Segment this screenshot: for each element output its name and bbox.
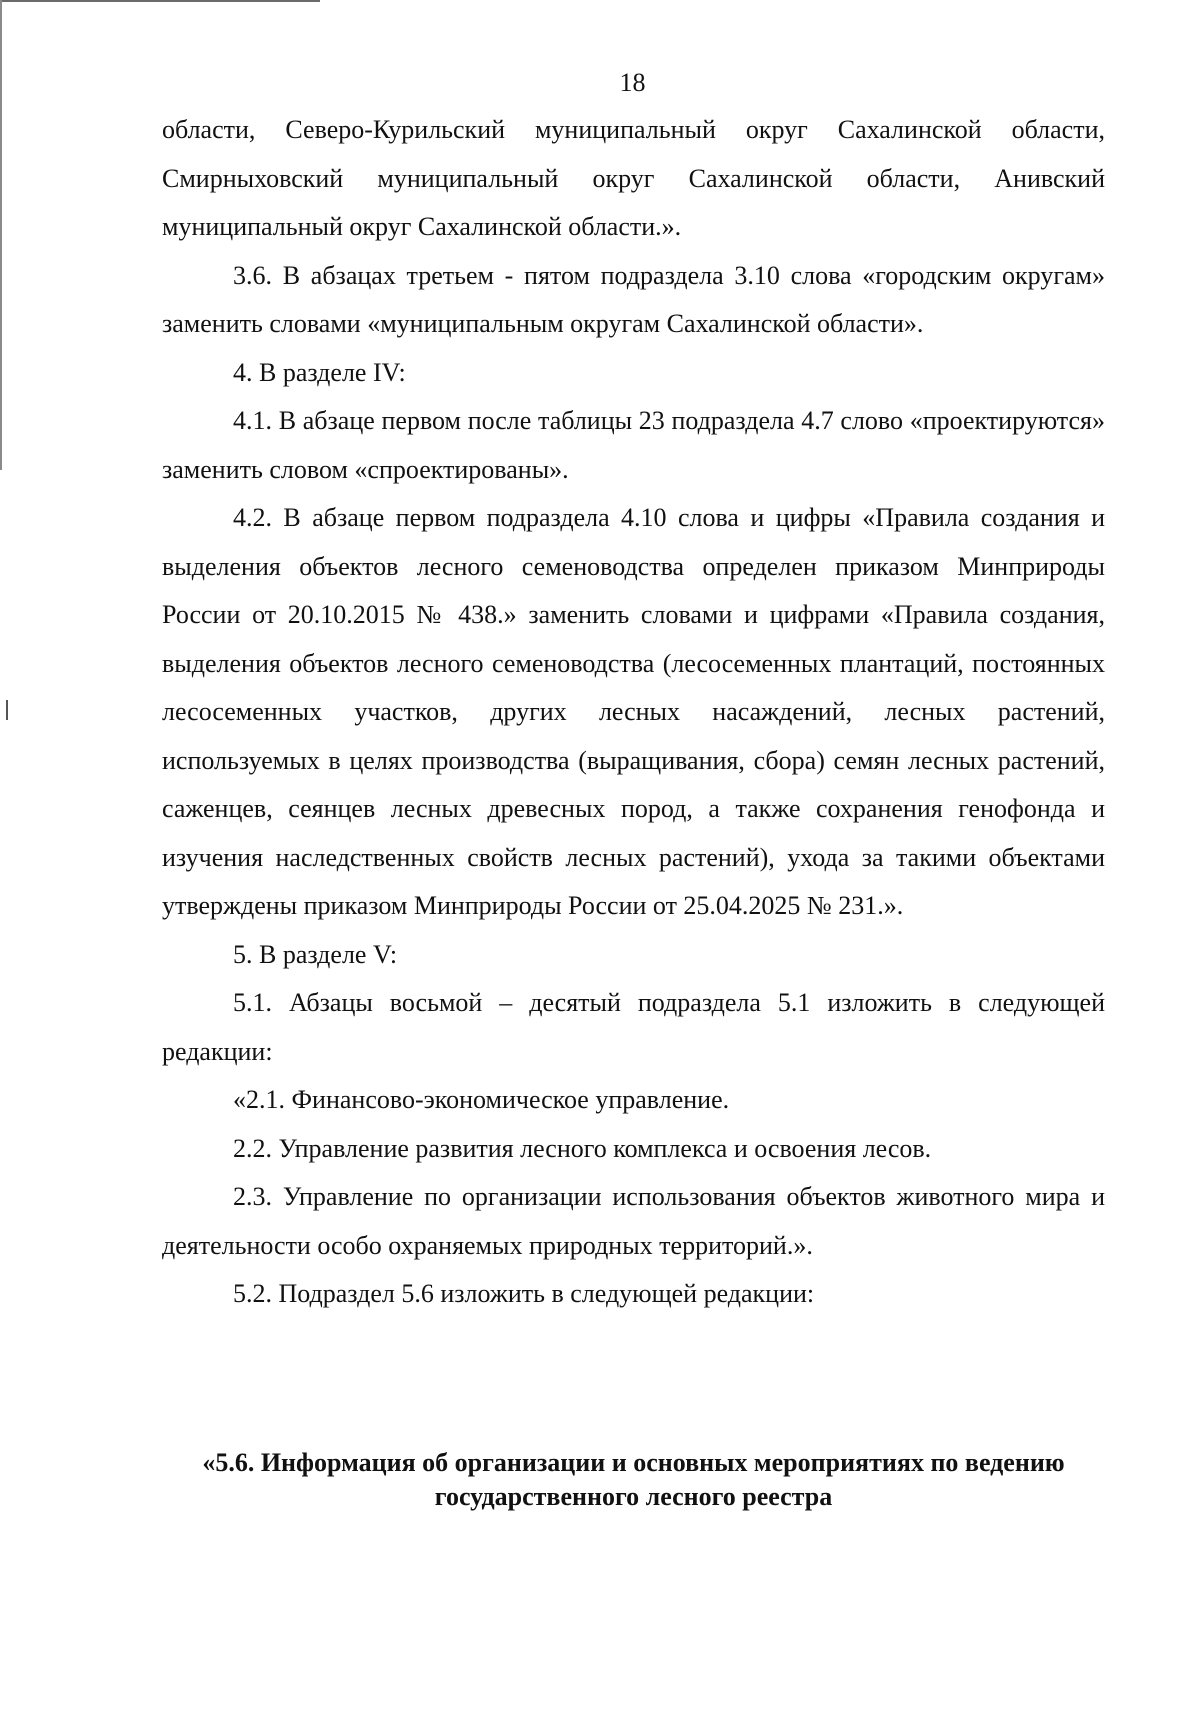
paragraph-8: «2.1. Финансово-экономическое управление.	[233, 1085, 730, 1114]
section-heading-line-1: «5.6. Информация об организации и основных мероприятиях по ведению	[202, 1448, 1065, 1477]
paragraph-2: 3.6. В абзацах третьем - пятом подраздела 3.10 слова «городским округам» заменить словами «муниципальным округам Сахалинской области».	[162, 260, 1105, 338]
paragraph-4: 4.1. В абзаце первом после таблицы 23 подраздела 4.7 слово «проектируются» заменить словом «спроектированы».	[162, 406, 1105, 484]
paragraph-9: 2.2. Управление развития лесного комплекса и освоения лесов.	[233, 1133, 932, 1163]
paragraph-6: 5. В разделе V:	[233, 939, 398, 969]
paragraph-5: 4.2. В абзаце первом подраздела 4.10 слова и цифры «Правила создания и выделения объектов лесного семеноводства определен приказом Минприроды России от 20.10.2015 № 438.» заменить словами и цифрами «Правила создания, выделения объектов лесного семеноводства (лесосеменных плантаций, постоянных лесосеменных участков, других лесных насаждений, лесных растений, используемых в целях производства (выращивания, сбора) семян лесных растений, саженцев, сеянцев лесных древесных пород, а также сохранения генофонда и изучения наследственных свойств лесных растений), ухода за такими объектами утверждены приказом Минприроды России от 25.04.2025 № 231.».	[162, 503, 1105, 920]
paragraph-10: 2.3. Управление по организации использования объектов животного мира и деятельности особо охраняемых природных территорий.».	[162, 1182, 1105, 1260]
body-text	[162, 106, 1105, 1319]
section-heading	[162, 1446, 1105, 1514]
paragraph-1: области, Северо-Курильский муниципальный округ Сахалинской области, Смирныховский муниципальный округ Сахалинской области, Анивский муниципальный округ Сахалинской области.».	[162, 115, 1105, 241]
page-number: 18	[619, 68, 646, 97]
paragraph-11: 5.2. Подраздел 5.6 изложить в следующей редакции:	[233, 1279, 815, 1308]
paragraph-3: 4. В разделе IV:	[233, 357, 406, 387]
scan-edge-mark-left-small	[6, 700, 8, 720]
section-heading-line-2: государственного лесного реестра	[434, 1482, 833, 1511]
paragraph-7: 5.1. Абзацы восьмой – десятый подраздела 5.1 изложить в следующей редакции:	[162, 988, 1105, 1066]
scan-edge-mark-top	[0, 0, 320, 2]
